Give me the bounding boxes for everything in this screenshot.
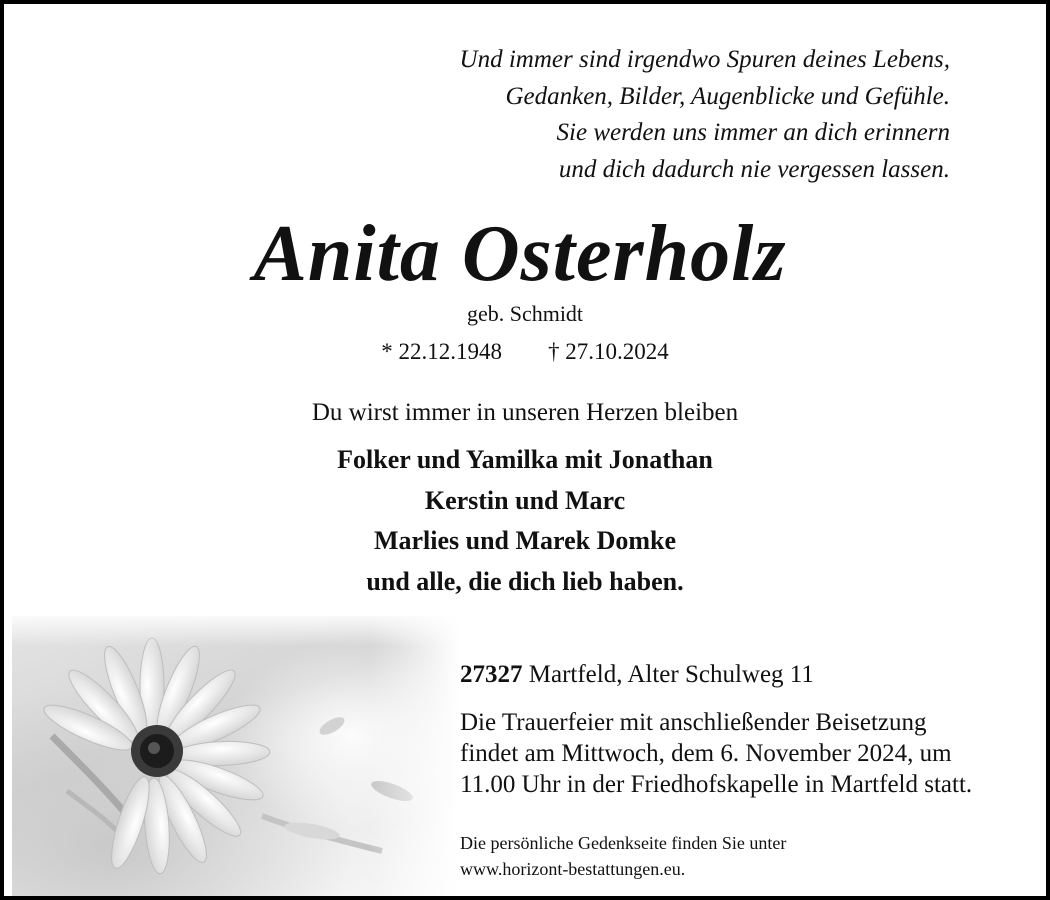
mourner-line: Marlies und Marek Domke — [373, 526, 677, 555]
life-dates — [4, 337, 1046, 367]
mourner-line: und alle, die dich lieb haben. — [366, 566, 684, 596]
mourner-line: Kerstin und Marc — [424, 485, 626, 515]
poem — [460, 42, 950, 188]
memorial-page-info — [460, 830, 786, 882]
poem-line: Sie werden uns immer an dich erinnern — [556, 119, 950, 146]
poem-line: Und immer sind irgendwo Spuren deines Lebens, — [459, 46, 950, 73]
maiden-name: geb. Schmidt — [466, 301, 584, 326]
memorial-line: Die persönliche Gedenkseite finden Sie unter — [460, 833, 787, 853]
ceremony-line: findet am Mittwoch, dem 6. November 2024, um — [460, 740, 952, 767]
mourner-line: Folker und Yamilka mit Jonathan — [337, 445, 713, 474]
address-street: Martfeld, Alter Schulweg 11 — [522, 661, 814, 688]
memorial-url: www.horizont-bestattungen.eu. — [460, 859, 686, 879]
birth-date: * 22.12.1948 — [381, 339, 502, 364]
flower-photo — [12, 616, 460, 896]
ceremony-info — [460, 707, 972, 800]
mourners-list — [4, 440, 1046, 602]
ceremony-line: Die Trauerfeier mit anschließender Beisetzung — [460, 709, 927, 736]
poem-line: und dich dadurch nie vergessen lassen. — [558, 155, 950, 183]
deceased-name: Anita Osterholz — [253, 210, 787, 298]
address — [460, 659, 814, 691]
death-date: † 27.10.2024 — [548, 339, 669, 364]
postal-code: 27327 — [460, 661, 523, 688]
motto: Du wirst immer in unseren Herzen bleiben — [311, 399, 739, 426]
poem-line: Gedanken, Bilder, Augenblicke und Gefühle. — [505, 82, 950, 110]
ceremony-line: 11.00 Uhr in der Friedhofskapelle in Martfeld statt. — [460, 771, 973, 798]
